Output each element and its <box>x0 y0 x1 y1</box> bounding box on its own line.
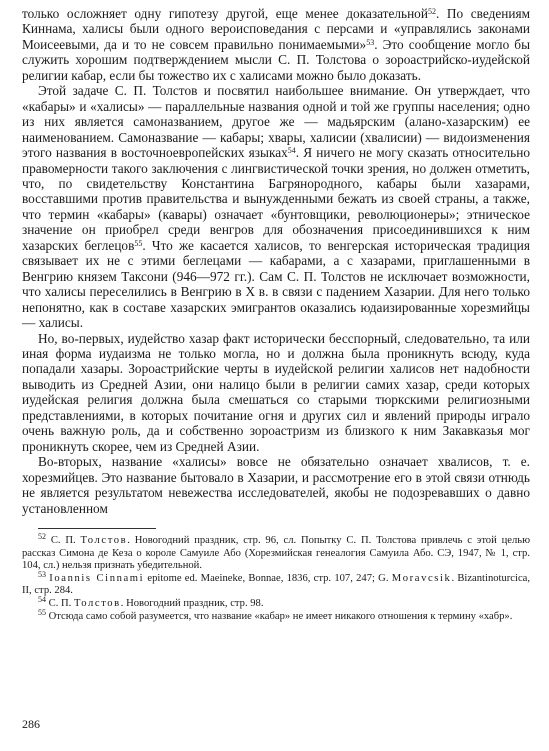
text-span: Ioannis Cinnami <box>49 572 145 584</box>
main-text <box>22 6 530 516</box>
text-span: . Bizantinoturcica, II, стр. 284. <box>22 572 531 597</box>
text-span: Отсюда само собой разумеется, что название «кабар» не имеет никакого отношения к термину «хабр». <box>46 610 513 622</box>
footnote-fn53 <box>22 569 531 598</box>
paragraph-p1 <box>22 6 530 83</box>
footnote-ref: 55 <box>38 607 46 617</box>
text-span: Этой задаче С. П. Толстов и посвятил наибольшее внимание. Он утверждает, что «кабары» и «халисы» — параллельные названия одной и той же группы населения; одно из них является самоназванием, другое же — мадьярским (алано-хазарским) ее наименованием. Самоназвание — кабары; хвары, халисии (хвалисии) — видоизменения этого названия в восточноевропейских языках <box>22 83 530 161</box>
text-span: epitome ed. Maeineke, Bonnae, 1836, стр. 107, 247; G. <box>144 572 392 584</box>
paragraph-p3 <box>22 331 530 455</box>
text-span: Толстов <box>73 597 121 609</box>
footnote-ref: 53 <box>366 37 375 47</box>
book-page <box>22 6 530 623</box>
text-span: Во-вторых, название «халисы» вовсе не обязательно означает хвалисов, т. е. хорезмийцев. Это название бытовало в Хазарии, и рассмотрение его в этой связи отнюдь не является результатом невежества исследователей, якобы не подозревавших о давно установленном <box>22 454 530 516</box>
footnote-ref: 54 <box>38 594 46 604</box>
paragraph-p2 <box>22 83 530 330</box>
text-span: . Новогодний праздник, стр. 98. <box>120 597 264 609</box>
footnote-ref: 55 <box>134 238 143 248</box>
footnote-ref: 54 <box>287 146 296 156</box>
text-span: Moravcsik <box>391 572 452 584</box>
footnote-ref: 52 <box>38 531 46 541</box>
footnote-ref: 52 <box>427 7 436 16</box>
text-span: . Это сообщение могло бы служить хорошим подтверждением мысли С. П. Толстова о зороастрийско-иудейской религии кабар, если бы тожество их с халисами можно было доказать. <box>22 36 530 83</box>
footnote-divider <box>38 528 156 529</box>
footnotes <box>22 531 531 623</box>
text-span: С. П. <box>46 597 74 609</box>
footnote-fn55 <box>22 607 530 624</box>
footnote-ref: 53 <box>38 569 46 579</box>
text-span: . Что же касается халисов, то венгерская историческая традиция связывает их не с этими беглецами — кабарами, а с хазарами, приглашенными в Венгрию князем Таксони (946—972 гг.). Сам С. П. Толстов не исключает возможности, что халисы переселились в Венгрию в X в. в связи с падением Хазарии. Для него только непонятно, как в составе хазарских эмигрантов оказались юдаизированные хорезмийцы — халисы. <box>22 237 530 331</box>
text-span: . По сведениям Киннама, халисы были одного вероисповедания с персами и «управлялись законами Моисеевыми, да и то не совсем правильно понимаемыми» <box>22 6 530 52</box>
page-number: 286 <box>22 717 40 731</box>
text-span: . Новогодний праздник, стр. 96, сл. Попытку С. П. Толстова привлечь с этой целью рассказ Симона де Кеза о короле Самуиле Або (Хорезмийская генеалогия Самуила Або. СЭ, 1947, № 1, стр. 104, сл.) нельзя признать убедительной. <box>22 534 530 572</box>
footnote-fn52 <box>22 531 530 573</box>
paragraph-p4 <box>22 454 530 516</box>
text-span: Толстов <box>80 534 128 546</box>
text-span: только осложняет одну гипотезу другой, еще менее доказательной <box>22 6 428 21</box>
text-span: . Я ничего не могу сказать относительно правомерности такого заключения с лингвистической точки зрения, но должен отметить, что, по свидетельству Константина Багрянородного, кабары были хазарами, восставшими против правительства и вынужденными бежать из своей страны, а также, что термин «кабары» (кавары) означает «бунтовщики, революционеры»; этническое значение он приобрел среди венгров для обозначения присоединившихся к ним хазарских беглецов <box>22 145 530 253</box>
text-span: С. П. <box>46 534 81 546</box>
text-span: Но, во-первых, иудейство хазар факт исторически бесспорный, следовательно, та или иная форма иудаизма не только могла, но и должна была проникнуть всюду, куда попадали хазары. Зороастрийские черты в иудейской религии халисов нет надобности выводить из Средней Азии, они налицо были в религии самих хазар, среди которых иудейская религия должна была смешаться со старыми тюркскими религиозными представлениями, в которых почитание огня и других сил и явлений природы играло очень важную роль, да и собственно зороастризм из близкого к ним Закавказья мог проникнуть скорее, чем из Средней Азии. <box>22 330 530 454</box>
footnote-fn54 <box>22 594 530 611</box>
